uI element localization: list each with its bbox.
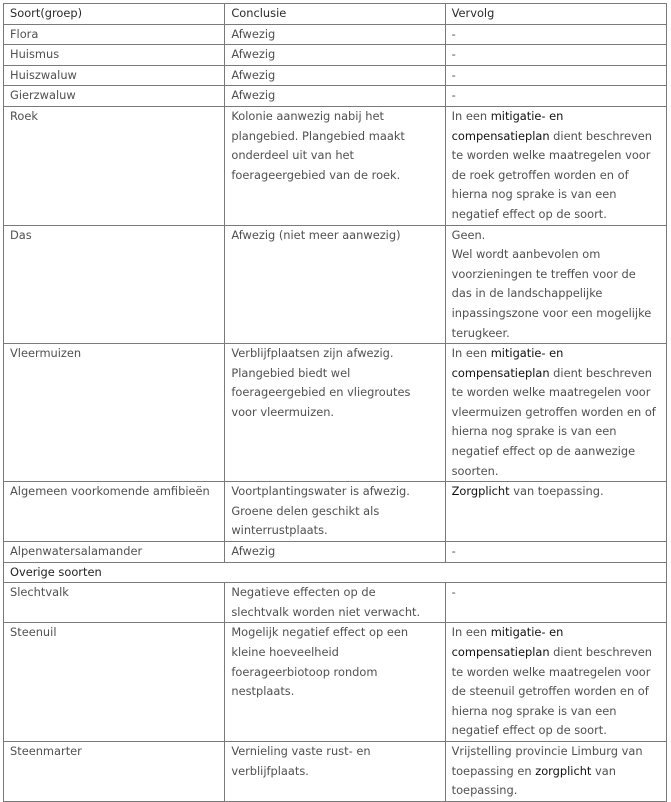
table-row [4,65,667,86]
mitigatie-term: mitigatie- en [490,108,564,123]
table-row [4,106,667,225]
cell-conclusie: Afwezig [225,86,445,107]
cell-soort: Huiszwaluw [4,65,225,86]
species-conclusion-table [3,3,667,802]
section-label: Overige soorten [4,562,667,583]
table-row [4,741,667,801]
cell-vervolg: In een mitigatie- en compensatieplan dient beschreven te worden welke maatregelen voor vleermuizen getroffen worden en of hierna nog sprake is van een negatief effect op de aanwezige soorten. [445,344,666,482]
table-header-row [4,4,667,25]
cell-vervolg: - [445,45,666,66]
cell-vervolg: - [445,583,666,623]
cell-conclusie: Afwezig [225,65,445,86]
cell-vervolg: In een mitigatie- en compensatieplan dient beschreven te worden welke maatregelen voor de steenuil getroffen worden en of hierna nog sprake is van een negatief effect op de soort. [445,623,666,742]
cell-vervolg: Vrijstelling provincie Limburg van toepassing en zorgplicht van toepassing. [445,741,666,801]
table-row [4,45,667,66]
mitigatie-term: mitigatie- en [490,346,564,361]
compensatieplan-term: compensatieplan [451,365,550,380]
cell-conclusie: Negatieve effecten op de slechtvalk worden niet verwacht. [225,583,445,623]
cell-conclusie: Afwezig [225,24,445,45]
cell-soort: Steenmarter [4,741,225,801]
cell-soort: Roek [4,106,225,225]
cell-conclusie: Afwezig [225,542,445,563]
cell-soort: Gierzwaluw [4,86,225,107]
cell-vervolg: - [445,65,666,86]
cell-vervolg: - [445,86,666,107]
zorgplicht-term: zorgplicht [535,763,592,778]
cell-conclusie: Voortplantingswater is afwezig. Groene delen geschikt als winterrustplaats. [225,482,445,542]
cell-vervolg: - [445,542,666,563]
header-soort: Soort(groep) [4,4,225,25]
cell-vervolg: Geen. Wel wordt aanbevolen om voorzieningen te treffen voor de das in de landschappelijke inpassingszone voor een mogelijke terugkeer. [445,225,666,344]
cell-soort: Alpenwatersalamander [4,542,225,563]
cell-conclusie: Verblijfplaatsen zijn afwezig. Plangebied biedt wel foerageergebied en vliegroutes voor vleermuizen. [225,344,445,482]
section-row [4,562,667,583]
cell-soort: Algemeen voorkomende amfibieën [4,482,225,542]
table-row [4,542,667,563]
table-row [4,225,667,344]
cell-vervolg: In een mitigatie- en compensatieplan dient beschreven te worden welke maatregelen voor de roek getroffen worden en of hierna nog sprake is van een negatief effect op de soort. [445,106,666,225]
header-vervolg: Vervolg [445,4,666,25]
table-row [4,623,667,742]
compensatieplan-term: compensatieplan [451,645,550,659]
table-row [4,583,667,623]
mitigatie-term: mitigatie- en [490,625,564,640]
cell-conclusie: Kolonie aanwezig nabij het plangebied. Plangebied maakt onderdeel uit van het foerageergebied van de roek. [225,106,445,225]
cell-conclusie: Afwezig (niet meer aanwezig) [225,225,445,344]
table-row [4,482,667,542]
table-row [4,86,667,107]
header-conclusie: Conclusie [225,4,445,25]
table-row [4,24,667,45]
cell-soort: Das [4,225,225,344]
cell-soort: Flora [4,24,225,45]
zorgplicht-term: Zorgplicht [451,484,510,499]
cell-conclusie: Mogelijk negatief effect op een kleine hoeveelheid foerageerbiotoop rondom nestplaats. [225,623,445,742]
cell-soort: Slechtvalk [4,583,225,623]
cell-soort: Huismus [4,45,225,66]
cell-conclusie: Vernieling vaste rust- en verblijfplaats. [225,741,445,801]
cell-conclusie: Afwezig [225,45,445,66]
table-row [4,344,667,482]
compensatieplan-term: compensatieplan [451,128,550,143]
cell-soort: Vleermuizen [4,344,225,482]
cell-soort: Steenuil [4,623,225,742]
cell-vervolg: - [445,24,666,45]
cell-vervolg: Zorgplicht van toepassing. [445,482,666,542]
